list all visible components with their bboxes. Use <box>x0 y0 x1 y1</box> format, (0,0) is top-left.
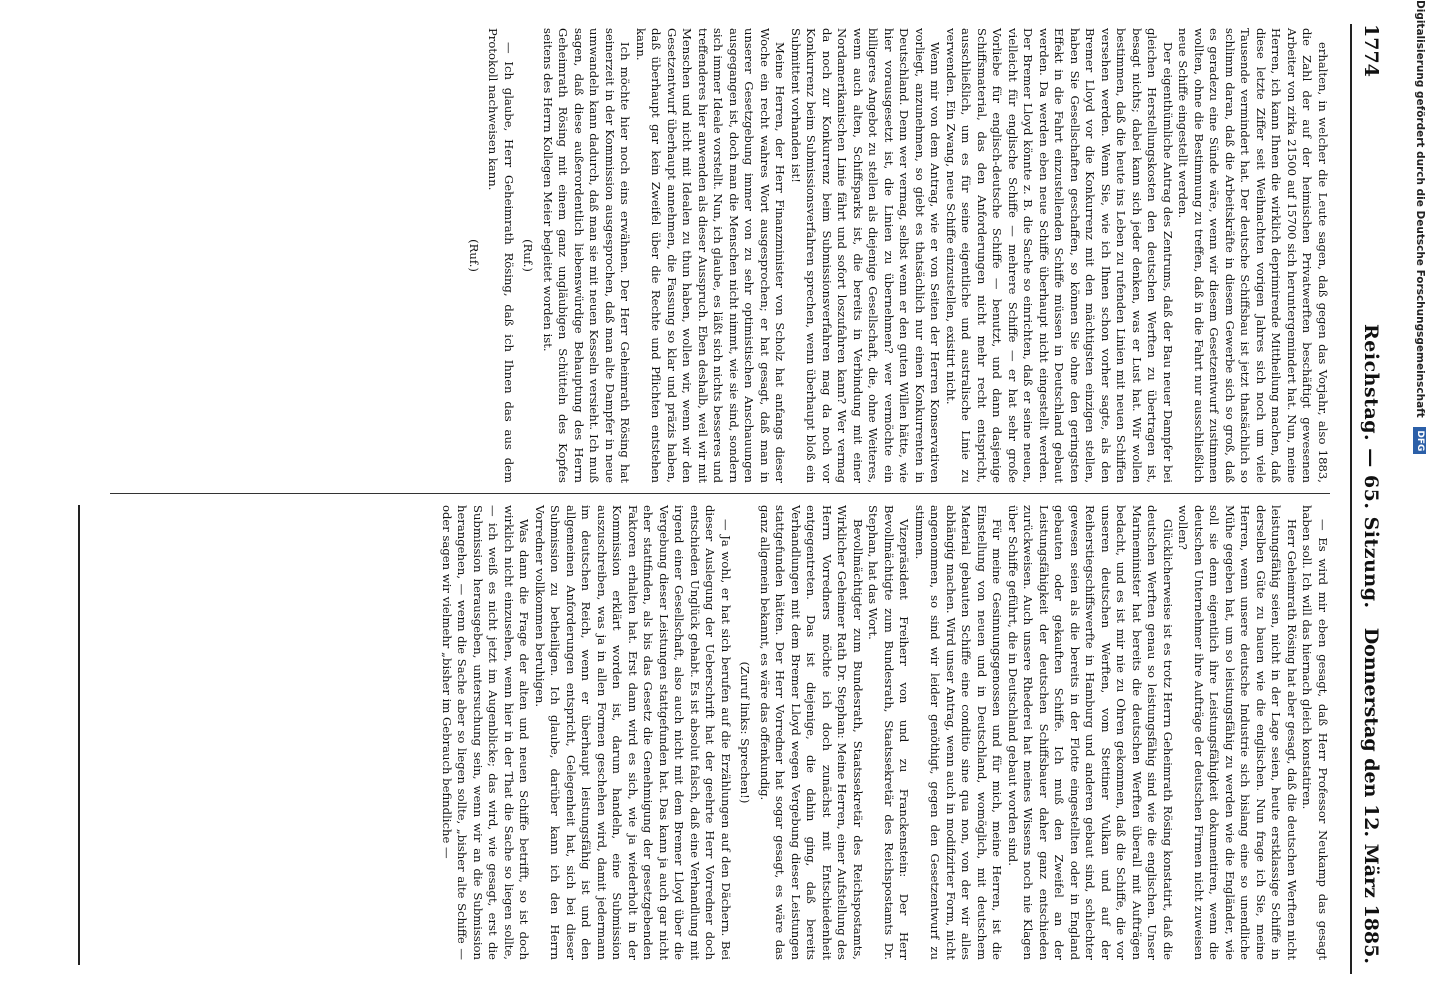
page-header <box>1352 24 1382 974</box>
paragraph: Wenn mir von dem Antrag, wie er von Seiten der Herren Konservativen vorliegt, anzunehmen, so giebt es thatsächlich nur einen Konkurrenten in Deutschland. Denn wer vermag, selbst wenn er den guten Willen hätte, wie hier vorausgesetzt ist, die Linien zu übernehmen? wer vermöchte ein billigeres Angebot zu stellen als diejenige Gesellschaft, die, ohne Weiteres, wenn auch alten, Schiffsparks ist, die bereits in Verbindung mit einer Nordamerikanischen Linie fährt und sofort loszufahren kann? Wer vermag da noch zur Konkurrenz beim Submissionsverfahren mag da noch vor Konkurrenz beim Submissionsverfahren sprechen, wenn überhaupt bloß ein Submittent vorhanden ist! <box>789 28 943 483</box>
paragraph: Was dann die Frage der alten und neuen Schiffe betrifft, so ist doch wirklich nicht einzusehen, wenn hier in der That die Sache so liegen sollte, — ich weiß es nicht jetzt im Augenblicke; das wird, wie gesagt, erst die Submission herausgeben, untersuchung sein, wenn wir an die Submission herangehen, — wenn die Sache aber so liegen sollte, „bisher alte Schiffe — oder sagen wir vielmehr „bisher im Gebrauch befindliche — <box>440 505 532 960</box>
credit-text: Digitalisierung gefördert durch die Deutsche Forschungsgemeinschaft <box>1414 0 1426 418</box>
paragraph: Der eigenthümliche Antrag des Zentrums, daß der Bau neuer Dampfer bei gleichen Herstellungskosten den deutschen Werften zu übertragen ist, besagt nichts; dabei kann sich jeder denken, was er Lust hat. Wir wollen bestimmen, daß die heute ins Leben zu rufenden Linien mit neuen Schiffen versehen werden. Wenn Sie, wie ich Ihnen schon vorher sagte, als den Bremer Lloyd vor die Konkurrenz mit den mächtigsten einzigen stellen, haben Sie Gesellschaften geschaffen, so können Sie ohne den geringsten Effekt in die Fahrt einzustellenden Schiffe müssen in Deutschland gebaut werden. Da werden eben neue Schiffe überhaupt nicht eingestellt werden. Der Bremer Lloyd könnte z. B. die Sache so einrichten, daß er seine neuen, vielleicht für englische Schiffe — mehrere Schiffe — er hat sehr große Vorliebe für englisch-deutsche Schiffe — benutzt, und dann dasjenige Schiffsmaterial, das den Anforderungen nicht mehr recht entspricht, ausschließlich, um es für seine eigentliche und australische Linie zu verwenden. Ein Zwang, neue Schiffe einzustellen, existirt nicht. <box>944 28 1175 483</box>
column-divider <box>110 493 1330 494</box>
speaker-paragraph: Vizepräsident Freiherr von und zu Franckenstein: Der Herr Bevollmächtigte zum Bundesrath, Staatssekretär des Reichspostamts Dr. Stephan, hat das Wort. <box>866 505 912 960</box>
paragraph: Ich möchte hier noch eins erwähnen. Der Herr Geheimrath Rösing hat seinerzeit in der Kommission ausgesprochen, daß man alte Dampfer in neue umwandeln kann dadurch, daß man sie mit neuen Kesseln versieht. Ich muß sagen, daß diese außerordentlich liebenswürdige Behauptung des Herrn Geheimrath Rösing mit einem ganz ungläubigen Schütteln des Kopfes seitens des Herrn Kollegen Meier begleitet worden ist. <box>541 28 633 483</box>
page-title: Reichstag. — 65. Sitzung. <box>1360 324 1382 609</box>
paragraph: — Ja wohl, er hat sich berufen auf die Erzählungen auf den Dächern. Bei dieser Auslegung der Ueberschrift hat der geehrte Herr Vorredner doch entschieden Unglück gehabt. Es ist absolut falsch, daß eine Verhandlung mit irgend einer Gesellschaft, also auch nicht mit dem Bremer Lloyd über die Vergebung dieser Leistungen stattgefunden hat. Das kann ja auch gar nicht eher stattfinden, als bis das Gesetz die Genehmigung der gesetzgebenden Faktoren erhalten hat. Erst dann wird es sich, wie ja wiederholt in der Kommission erklärt worden ist, darum handeln, eine Submission auszuschreiben, was ja in allen Formen geschehen wird, damit jedermann im deutschen Reich, wenn er überhaupt leistungsfähig ist und den allgemeinen Anforderungen entspricht, Gelegenheit hat, sich bei dieser Submission zu betheiligen. Ich glaube, darüber kann ich den Herrn Vorredner vollkommen beruhigen. <box>533 505 733 960</box>
speaker-paragraph: Bevollmächtigter zum Bundesrath, Staatssekretär des Reichspostamts, Wirklicher Geheimer Rath Dr. Stephan: Meine Herren, einer Aufstellung des Herrn Vorredners möchte ich doch zunächst mit Entschiedenheit entgegentreten. Das ist diejenige, die dahin ging, daß bereits Verhandlungen mit dem Bremer Lloyd wegen Vergebung dieser Leistungen stattgefunden hätten. Der Herr Vorredner hat sogar gesagt, es wäre das ganz allgemein bekannt, es wäre das offenkundig. <box>758 505 865 960</box>
paragraph: Glücklicherweise ist es trotz Herrn Geheimrath Rösing konstatirt, daß die deutschen Werften genau so leistungsfähig sind wie die englischen. Unser Marineminister hat bereits die deutschen Werften überall mit Aufträgen bedacht, und es ist mir nie zu Ohren gekommen, daß die Schiffe, die vor unseren deutschen Werften, vom Stettiner Vulkan und auf der Reiherstiegschiffswerfte in Hamburg und anderen gebaut sind, schlechter gewesen seien als die bereits in der Flotte eingestellten oder in England gebauten oder gekauften Schiffe. Ich muß den Zweifel an der Leistungsfähigkeit der deutschen Schiffsbauer daher ganz entschieden zurückweisen. Auch unsere Rhederei hat meines Wissens noch nie Klagen über Schiffe geführt, die in Deutschland gebaut worden sind. <box>1006 505 1175 960</box>
dfg-logo: DFG <box>1414 427 1427 454</box>
paragraph: Meine Herren, der Herr Finanzminister von Scholz hat anfangs dieser Woche ein recht wahres Wort ausgesprochen; er hat gesagt, daß man in unserer Gesetzgebung immer von zu sehr optimistischen Anschauungen ausgegangen ist, doch man die Menschen nicht nimmt, wie sie sind, sondern sich immer Ideale vorstellt. Nun, ich glaube, es läßt sich nichts besseres und treffenderes hier anwenden als dieser Ausspruch. Eben deshalb, weil wir mit Menschen und nicht mit Idealen zu thun haben, wollen wir, wenn wir den Gesetzentwurf überhaupt annehmen, die Fassung so klar und präzis haben, daß überhaupt gar kein Zweifel über die Rechte und Pflichten entstehen kann. <box>634 28 788 483</box>
page-number: 1774 <box>1360 24 1382 77</box>
paragraph: Herr Geheimrath Rösing hat aber gesagt, daß die deutschen Werften nicht leistungsfähig seien, nicht in der Lage seien, heute erstklassige Schiffe in derselben Güte zu bauen wie die englischen. Nun frage ich Sie, meine Herren, wenn unsere deutsche Industrie sich bislang eine so unendliche Mühe gegeben hat, um so leistungsfähig zu werden wie die Engländer, wie soll sie denn eigentlich ihre Leistungsfähigkeit dokumentiren, wenn die deutschen Unternehmer ihre Aufträge der deutschen Firmen nicht zuweisen wollen? <box>1176 505 1299 960</box>
paragraph: Für meine Gesinnungsgenossen und für mich, meine Herren, ist die Einstellung von neuen und in Deutschland, womöglich, mit deutschem Material gebauten Schiffe eine conditio sine qua non, von der wir alles abhängig machen. Wird unser Antrag, wenn auch in modifizirter Form, nicht angenommen, so sind wir leider genöthigt, gegen den Gesetzentwurf zu stimmen. <box>913 505 1005 960</box>
paragraph: erhalten, in welcher die Leute sagen, daß gegen das Vorjahr, also 1883, die Zahl der auf der heimischen Privatwerften beschäftigt gewesenen Arbeiter von zirka 21500 auf 15700 sich heruntergemindert hat. Nun, meine Herren, ich kann Ihnen die wirklich deprimirende Mittheilung machen, daß diese letzte Ziffer seit Weihnachten vorigen Jahres sich noch um viele Tausende vermindert hat. Der deutsche Schiffsbau ist jetzt thatsächlich so schlimm daran, daß die Arbeitskräfte in diesem Gewerbe sich so groß, daß es geradezu eine Sünde wäre, wenn wir diesem Gesetzentwurf zustimmen wollten, ohne die Bestimmung zu treffen, daß in die Fahrt nur ausschließlich neue Schiffe eingestellt werden. <box>1176 28 1330 483</box>
interjection: (Ruf.) <box>467 239 481 272</box>
digitization-credit <box>1408 0 1432 1000</box>
interjection: (Ruf.) <box>521 239 536 272</box>
session-date: Donnerstag den 12. März 1885. <box>1360 627 1382 964</box>
right-column <box>439 505 1331 960</box>
footer-rule <box>78 505 80 965</box>
paragraph: — Es wird mir eben gesagt, daß Herr Professor Neukamp das gesagt haben soll. Ich will das hiernach gleich konstatiren. <box>1300 505 1330 960</box>
interjection: (Zuruf links: Sprechen!) <box>738 661 753 804</box>
paragraph: — Ich glaube, Herr Geheimrath Rösing, daß ich Ihnen das aus dem Protokoll nachweisen kann. <box>486 28 516 483</box>
left-column <box>462 28 1331 483</box>
header-rule <box>1350 24 1352 974</box>
